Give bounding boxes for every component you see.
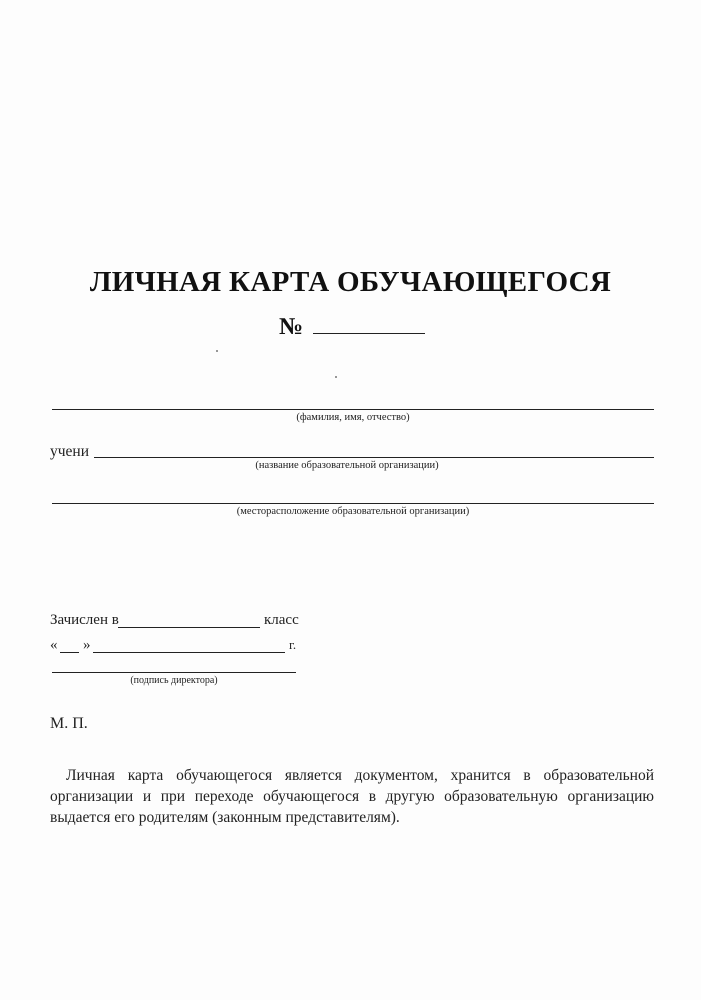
document-title: ЛИЧНАЯ КАРТА ОБУЧАЮЩЕГОСЯ [89,266,612,298]
signature-caption: (подпись директора) [130,675,218,686]
date-day-field-line[interactable] [60,652,79,653]
date-close-quote: » [83,637,91,653]
enrolled-label: Зачислен в [50,612,119,628]
student-prefix: учени [50,443,90,460]
org-name-caption: (название образовательной организации) [255,460,439,471]
class-label: класс [264,612,299,628]
scan-speck [216,350,218,352]
fio-caption: (фамилия, имя, отчество) [296,412,410,423]
org-location-caption: (месторасположение образовательной организации) [236,506,470,517]
date-open-quote: « [50,637,58,653]
org-name-field-line[interactable] [94,457,654,458]
org-location-field-line[interactable] [52,503,654,504]
number-field-line[interactable] [313,333,425,334]
year-suffix: г. [289,637,297,652]
enrolled-class-field-line[interactable] [118,627,260,628]
stamp-place: М. П. [50,715,88,732]
number-label: № [279,314,304,340]
document-note: Личная карта обучающегося является документом, хранится в образовательной организации и при переходе обучающегося в другую образовательную организацию выдается его родителям (законным представителям). [50,767,654,826]
signature-field-line[interactable] [52,672,296,673]
scan-speck [335,376,337,378]
fio-field-line[interactable] [52,409,654,410]
date-month-field-line[interactable] [93,652,285,653]
